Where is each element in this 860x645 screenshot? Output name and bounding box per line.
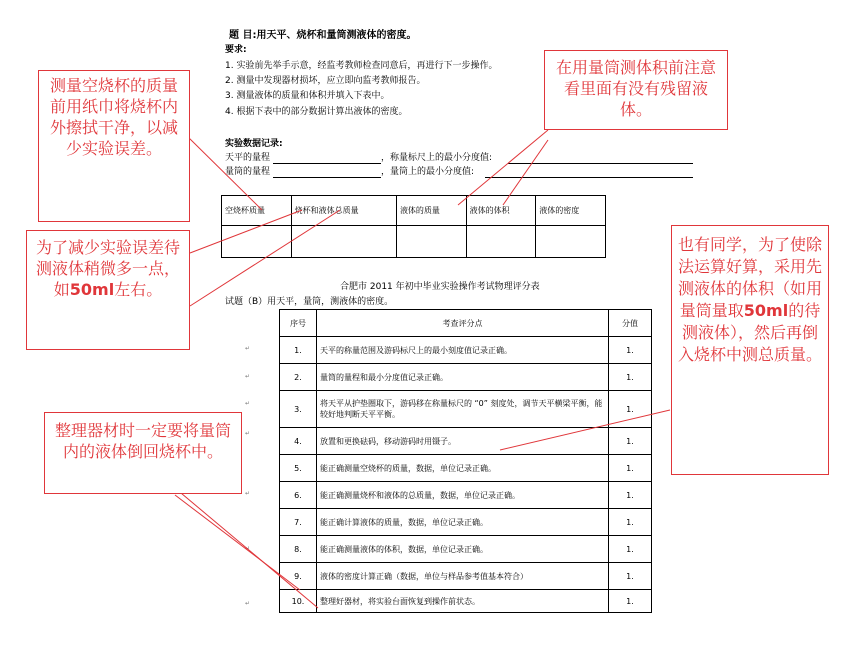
row-criterion: 能正确测量空烧杯的质量，数据，单位记录正确。	[317, 455, 609, 482]
margin-mark: ↵	[245, 490, 251, 497]
row-criterion: 天平的称量范围及游码标尺上的最小刻度值记录正确。	[317, 337, 609, 364]
requirement-3: 3. 测量液体的质量和体积并填入下表中。	[225, 91, 390, 101]
score-header-no: 序号	[280, 310, 317, 337]
note-volume-first-volume: 50ml	[743, 301, 789, 320]
connector-note3	[190, 210, 302, 253]
score-table-subtitle: 试题（B）用天平，量筒，测液体的密度。	[225, 297, 394, 307]
note-more-liquid	[26, 230, 190, 350]
requirement-4: 4. 根据下表中的部分数据计算出液体的密度。	[225, 107, 408, 117]
note-pour-back: 整理器材时一定要将量筒内的液体倒回烧杯中。	[44, 412, 242, 494]
connector-note2b	[503, 140, 548, 205]
doc-title: 题 目:用天平、烧杯和量筒测液体的密度。	[229, 30, 417, 41]
balance-range-label: 天平的量程	[225, 153, 271, 163]
row-criterion: 将天平从护垫圈取下，游码移在称量标尺的 “0” 刻度处，调节天平横梁平衡，能较好地判断天平平衡。	[317, 391, 609, 428]
note-volume-first-text: 也有同学，为了使除法运算好算，采用先测液体的体积（如用量筒量取	[677, 235, 822, 320]
note-volume-first	[671, 225, 829, 475]
requirement-1: 1. 实验前先举手示意，经监考教师检查同意后，再进行下一步操作。	[225, 61, 498, 71]
note-more-liquid-text: 为了减少实验误差待测液体稍微多一点，如	[35, 238, 180, 299]
row-criterion: 整理好器材，将实验台面恢复到操作前状态。	[317, 590, 609, 613]
row-score: 1.	[609, 536, 652, 563]
row-criterion: 能正确测量液体的体积，数据，单位记录正确。	[317, 536, 609, 563]
connector-note1	[187, 136, 262, 210]
record-label: 实验数据记录:	[225, 139, 283, 149]
header-liquid-density: 液体的密度	[536, 196, 606, 226]
row-score: 1.	[609, 337, 652, 364]
header-empty-beaker-mass: 空烧杯质量	[222, 196, 292, 226]
row-number: 3.	[280, 391, 317, 428]
header-liquid-mass: 液体的质量	[396, 196, 466, 226]
row-score: 1.	[609, 364, 652, 391]
requirement-2: 2. 测量中发现器材损坏，应立即向监考教师报告。	[225, 76, 426, 86]
row-number: 4.	[280, 428, 317, 455]
row-criterion: 液体的密度计算正确（数据，单位与样品参考值基本符合）	[317, 563, 609, 590]
row-number: 6.	[280, 482, 317, 509]
row-score: 1.	[609, 590, 652, 613]
row-number: 9.	[280, 563, 317, 590]
note-more-liquid-volume: 50ml	[69, 280, 115, 299]
row-score: 1.	[609, 455, 652, 482]
row-number: 7.	[280, 509, 317, 536]
row-score: 1.	[609, 509, 652, 536]
connector-note2a	[458, 130, 548, 205]
connector-note5b	[175, 495, 300, 590]
row-score: 1.	[609, 482, 652, 509]
score-table-title: 合肥市 2011 年初中毕业实验操作考试物理评分表	[340, 282, 540, 292]
connector-note4	[500, 410, 670, 450]
row-criterion: 能正确测量烧杯和液体的总质量，数据，单位记录正确。	[317, 482, 609, 509]
row-criterion: 量筒的量程和最小分度值记录正确。	[317, 364, 609, 391]
cylinder-min-label: ，量筒上的最小分度值:	[381, 167, 475, 177]
score-header-value: 分值	[609, 310, 652, 337]
requirements-label: 要求:	[225, 45, 247, 55]
margin-mark: ↵	[245, 345, 251, 352]
note-volume-first-end: 的待测液体），然后再倒入烧杯中测总质量。	[677, 301, 822, 364]
note-check-cylinder: 在用量筒测体积前注意看里面有没有残留液体。	[544, 50, 728, 130]
margin-mark: ↵	[245, 430, 251, 437]
row-score: 1.	[609, 391, 652, 428]
connector-note5	[175, 488, 318, 608]
balance-min-label: ，称量标尺上的最小分度值:	[381, 153, 493, 163]
row-score: 1.	[609, 563, 652, 590]
row-criterion: 放置和更换砝码，移动游码时用镊子。	[317, 428, 609, 455]
margin-mark: ↵	[245, 545, 251, 552]
margin-mark: ↵	[245, 400, 251, 407]
row-score: 1.	[609, 428, 652, 455]
header-total-mass: 烧杯和液体总质量	[291, 196, 396, 226]
margin-mark: ↵	[245, 373, 251, 380]
header-liquid-volume: 液体的体积	[466, 196, 536, 226]
margin-mark: ↵	[245, 600, 251, 607]
note-more-liquid-end: 左右。	[114, 280, 163, 299]
score-header-item: 考查评分点	[317, 310, 609, 337]
row-number: 1.	[280, 337, 317, 364]
row-number: 2.	[280, 364, 317, 391]
row-number: 5.	[280, 455, 317, 482]
row-number: 8.	[280, 536, 317, 563]
note-wipe-beaker: 测量空烧杯的质量前用纸巾将烧杯内外擦拭干净，以减少实验误差。	[38, 70, 190, 222]
row-number: 10.	[280, 590, 317, 613]
cylinder-range-label: 量筒的量程	[225, 167, 271, 177]
row-criterion: 能正确计算液体的质量，数据，单位记录正确。	[317, 509, 609, 536]
